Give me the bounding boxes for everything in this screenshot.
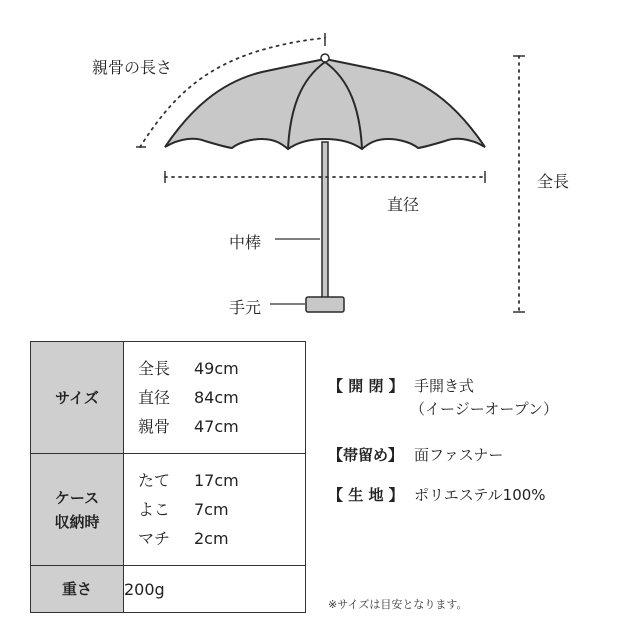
case-header: ケース 収納時 xyxy=(31,454,124,566)
opening-info-sub: （イージーオープン） xyxy=(410,400,559,418)
size-key-1: 全長 xyxy=(138,359,171,378)
fabric-info xyxy=(328,484,546,505)
case-key-1: たて xyxy=(138,471,171,490)
case-values xyxy=(124,454,306,566)
strap-value: 面ファスナー xyxy=(414,446,504,464)
umbrella-tip xyxy=(321,54,329,62)
handle-label: 手元 xyxy=(229,298,262,317)
fabric-value: ポリエステル100% xyxy=(414,486,546,504)
umbrella-handle xyxy=(306,297,344,312)
spec-row-size xyxy=(31,342,306,454)
spec-row-weight xyxy=(31,566,306,613)
strap-info xyxy=(328,444,503,465)
fabric-key: 【 生 地 】 xyxy=(328,486,404,504)
case-key-3: マチ xyxy=(138,529,171,548)
size-key-3: 親骨 xyxy=(138,417,171,436)
spec-row-case xyxy=(31,454,306,566)
size-key-2: 直径 xyxy=(138,388,171,407)
diameter-label: 直径 xyxy=(387,195,420,214)
umbrella-canopy xyxy=(165,59,485,149)
case-value-3: 2cm xyxy=(194,529,229,548)
size-values xyxy=(124,342,306,454)
case-value-2: 7cm xyxy=(194,500,229,519)
size-note: ※サイズは目安となります。 xyxy=(328,598,468,611)
size-value-3: 47cm xyxy=(194,417,239,436)
weight-header: 重さ xyxy=(31,566,124,613)
strap-key: 【帯留め】 xyxy=(328,446,404,464)
spec-table xyxy=(30,341,306,613)
rib-length-label: 親骨の長さ xyxy=(92,58,173,77)
weight-value: 200g xyxy=(124,566,306,613)
case-value-1: 17cm xyxy=(194,471,239,490)
opening-key: 【 開 閉 】 xyxy=(328,377,404,395)
umbrella-pole xyxy=(322,142,328,300)
size-value-2: 84cm xyxy=(194,388,239,407)
size-header: サイズ xyxy=(31,342,124,454)
size-value-1: 49cm xyxy=(194,359,239,378)
case-key-2: よこ xyxy=(138,500,171,519)
opening-value: 手開き式 xyxy=(414,377,475,395)
center-pole-label: 中棒 xyxy=(229,233,262,252)
opening-info xyxy=(328,375,474,396)
total-length-label: 全長 xyxy=(537,172,570,191)
